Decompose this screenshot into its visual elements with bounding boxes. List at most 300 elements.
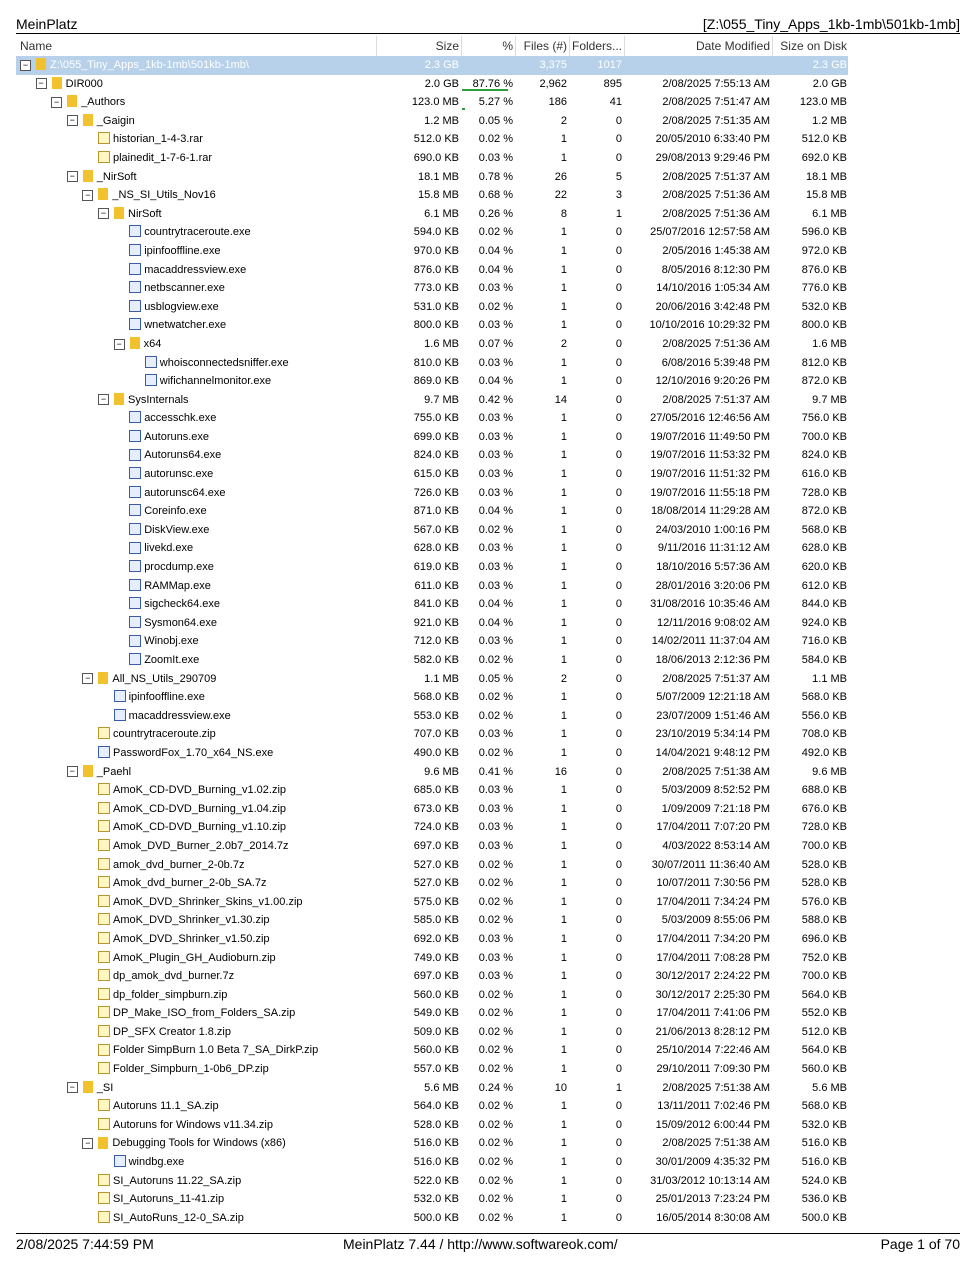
file-tree-table <box>16 56 848 1227</box>
file-row[interactable] <box>16 465 848 484</box>
row-date-modified: 25/07/2016 12:57:58 AM <box>650 226 770 239</box>
col-disk-header[interactable]: Size on Disk <box>780 39 847 53</box>
row-name <box>16 617 217 629</box>
row-percent: 0.42 % <box>478 393 513 406</box>
row-size: 611.0 KB <box>414 579 459 592</box>
folder-icon <box>83 170 93 182</box>
row-size: 9.7 MB <box>424 393 459 406</box>
col-date-header[interactable]: Date Modified <box>695 39 770 53</box>
application-icon <box>129 244 141 256</box>
application-icon <box>129 225 141 237</box>
row-percent: 0.03 % <box>478 486 513 499</box>
row-size-on-disk: 708.0 KB <box>801 728 847 741</box>
row-size: 619.0 KB <box>413 561 459 574</box>
file-row[interactable] <box>16 428 848 447</box>
row-name <box>16 635 199 647</box>
row-size-on-disk: 536.0 KB <box>801 1193 847 1206</box>
row-name <box>16 115 135 127</box>
row-name-text: countrytraceroute.zip <box>113 728 216 741</box>
row-size: 707.0 KB <box>413 728 459 741</box>
row-files: 2,962 <box>539 77 567 90</box>
folder-row[interactable] <box>16 112 848 131</box>
row-files: 26 <box>554 170 567 183</box>
row-name-text: Sysmon64.exe <box>144 616 217 629</box>
folder-row[interactable] <box>16 56 848 75</box>
file-row[interactable] <box>16 651 848 670</box>
row-size-on-disk: 2.0 GB <box>812 77 847 90</box>
folder-row[interactable] <box>16 75 848 94</box>
row-files: 1 <box>560 728 567 741</box>
folder-icon <box>67 95 77 107</box>
row-files: 1 <box>560 1174 567 1187</box>
row-name-text: Winobj.exe <box>144 635 199 648</box>
row-files: 1 <box>560 784 567 797</box>
folder-row[interactable] <box>16 205 848 224</box>
row-name <box>16 1156 184 1168</box>
percent-bar <box>462 89 508 91</box>
file-row[interactable] <box>16 261 848 280</box>
row-percent: 0.03 % <box>478 561 513 574</box>
row-files: 1 <box>560 468 567 481</box>
row-files: 1 <box>560 1156 567 1169</box>
row-date-modified: 18/06/2013 2:12:36 PM <box>655 654 770 666</box>
row-size-on-disk: 568.0 KB <box>801 691 847 704</box>
row-date-modified: 2/05/2016 1:45:38 AM <box>662 244 770 257</box>
collapse-toggle-icon[interactable]: − <box>67 766 78 777</box>
col-folders-header[interactable]: Folders... <box>571 39 622 53</box>
row-name <box>16 1137 286 1149</box>
application-icon <box>129 560 141 572</box>
row-size-on-disk: 516.0 KB <box>801 1137 847 1150</box>
application-icon <box>129 281 141 293</box>
row-size-on-disk: 564.0 KB <box>801 1044 847 1057</box>
row-name <box>16 1119 273 1131</box>
row-folders: 0 <box>615 430 622 443</box>
collapse-toggle-icon[interactable]: − <box>114 339 125 350</box>
folder-row[interactable] <box>16 186 848 205</box>
row-folders: 0 <box>615 914 622 927</box>
row-percent: 0.02 % <box>478 654 513 666</box>
file-row[interactable] <box>16 1153 848 1172</box>
application-icon <box>129 635 141 647</box>
row-date-modified: 16/05/2014 8:30:08 AM <box>656 1211 770 1224</box>
row-size-on-disk: 1.6 MB <box>812 337 847 350</box>
row-size-on-disk: 752.0 KB <box>801 951 847 964</box>
column-separator[interactable] <box>624 36 625 56</box>
row-date-modified: 18/08/2014 11:29:28 AM <box>650 505 770 518</box>
row-files: 1 <box>560 375 567 388</box>
row-size-on-disk: 620.0 KB <box>801 561 847 574</box>
row-name-text: Autoruns for Windows v11.34.zip <box>113 1118 273 1131</box>
file-row[interactable] <box>16 1209 848 1228</box>
row-size-on-disk: 700.0 KB <box>801 970 847 983</box>
row-percent: 0.03 % <box>478 319 513 332</box>
row-name-text: _Gaigin <box>96 114 135 127</box>
row-percent: 0.02 % <box>478 709 513 722</box>
file-row[interactable] <box>16 484 848 503</box>
row-size: 582.0 KB <box>413 654 459 666</box>
file-row[interactable] <box>16 372 848 391</box>
scan-path: [Z:\055_Tiny_Apps_1kb-1mb\501kb-1mb] <box>702 16 960 32</box>
collapse-toggle-icon[interactable]: − <box>20 60 31 71</box>
row-size-on-disk: 728.0 KB <box>801 486 847 499</box>
file-row[interactable] <box>16 539 848 558</box>
row-name <box>16 487 226 499</box>
row-size: 1.1 MB <box>424 672 459 685</box>
file-row[interactable] <box>16 242 848 261</box>
row-files: 10 <box>554 1081 567 1094</box>
row-name-text: _Authors <box>81 96 126 109</box>
row-folders: 0 <box>615 523 622 536</box>
row-name <box>16 319 226 331</box>
row-name <box>16 133 203 145</box>
application-icon <box>129 597 141 609</box>
file-row[interactable] <box>16 316 848 335</box>
row-date-modified: 17/04/2011 7:34:20 PM <box>656 932 770 945</box>
row-name-text: autorunsc.exe <box>144 468 214 481</box>
file-row[interactable] <box>16 874 848 893</box>
col-pct-header[interactable]: % <box>502 39 513 53</box>
application-icon <box>114 709 126 721</box>
file-row[interactable] <box>16 911 848 930</box>
row-date-modified: 12/10/2016 9:20:26 PM <box>655 375 770 388</box>
row-name-text: macaddressview.exe <box>144 263 247 276</box>
row-size-on-disk: 1.1 MB <box>812 672 847 685</box>
column-separator[interactable] <box>376 36 377 56</box>
folder-row[interactable] <box>16 1079 848 1098</box>
file-row[interactable] <box>16 502 848 521</box>
row-percent: 0.03 % <box>478 839 513 852</box>
row-size: 755.0 KB <box>413 412 459 425</box>
row-date-modified: 14/10/2016 1:05:34 AM <box>656 282 770 295</box>
file-row[interactable] <box>16 856 848 875</box>
row-size-on-disk: 528.0 KB <box>801 858 847 871</box>
file-row[interactable] <box>16 930 848 949</box>
row-size-on-disk: 500.0 KB <box>801 1211 847 1224</box>
folder-row[interactable] <box>16 763 848 782</box>
row-name-text: _NS_SI_Utils_Nov16 <box>112 189 216 202</box>
archive-file-icon <box>98 895 110 907</box>
row-files: 1 <box>560 1007 567 1020</box>
folder-row[interactable] <box>16 391 848 410</box>
file-row[interactable] <box>16 818 848 837</box>
row-name <box>16 96 125 108</box>
archive-file-icon <box>98 932 110 944</box>
row-size: 531.0 KB <box>413 300 459 313</box>
row-name <box>16 1212 244 1224</box>
row-name <box>16 226 251 238</box>
row-size: 516.0 KB <box>413 1156 459 1169</box>
file-row[interactable] <box>16 744 848 763</box>
folder-row[interactable] <box>16 93 848 112</box>
row-files: 1 <box>560 598 567 611</box>
file-row[interactable] <box>16 1097 848 1116</box>
file-row[interactable] <box>16 967 848 986</box>
row-files: 1 <box>560 691 567 704</box>
row-folders: 0 <box>615 375 622 388</box>
row-percent: 0.41 % <box>478 765 513 778</box>
file-row[interactable] <box>16 298 848 317</box>
row-folders: 41 <box>609 96 622 109</box>
row-name <box>16 710 231 722</box>
row-percent: 0.03 % <box>478 932 513 945</box>
collapse-toggle-icon[interactable]: − <box>67 115 78 126</box>
file-row[interactable] <box>16 1172 848 1191</box>
row-name-text: Folder SimpBurn 1.0 Beta 7_SA_DirkP.zip <box>113 1044 319 1057</box>
row-date-modified: 30/01/2009 4:35:32 PM <box>655 1156 770 1169</box>
file-row[interactable] <box>16 632 848 651</box>
collapse-toggle-icon[interactable]: − <box>82 673 93 684</box>
row-folders: 0 <box>615 579 622 592</box>
column-separator[interactable] <box>461 36 462 56</box>
report-header <box>16 14 960 34</box>
row-date-modified: 17/04/2011 7:34:24 PM <box>656 895 770 908</box>
row-size: 549.0 KB <box>413 1007 459 1020</box>
row-size-on-disk: 512.0 KB <box>801 133 847 146</box>
file-row[interactable] <box>16 558 848 577</box>
row-name-text: procdump.exe <box>144 561 214 574</box>
row-name-text: livekd.exe <box>144 542 194 555</box>
row-size-on-disk: 552.0 KB <box>801 1007 847 1020</box>
row-files: 3,375 <box>539 59 567 71</box>
collapse-toggle-icon[interactable]: − <box>98 394 109 405</box>
collapse-toggle-icon[interactable]: − <box>67 171 78 182</box>
row-percent: 0.05 % <box>478 672 513 685</box>
row-size: 567.0 KB <box>413 523 459 536</box>
row-percent: 0.02 % <box>478 746 513 759</box>
row-name-text: amok_dvd_burner_2-0b.7z <box>113 858 245 871</box>
application-icon <box>98 746 110 758</box>
row-date-modified: 23/07/2009 1:51:46 AM <box>656 709 770 722</box>
row-name-text: dp_folder_simpburn.zip <box>113 988 228 1001</box>
row-size: 1.2 MB <box>424 114 459 127</box>
file-row[interactable] <box>16 986 848 1005</box>
row-folders: 0 <box>615 1193 622 1206</box>
column-separator[interactable] <box>515 36 516 56</box>
row-folders: 0 <box>615 1007 622 1020</box>
row-percent: 0.03 % <box>478 579 513 592</box>
file-row[interactable] <box>16 595 848 614</box>
file-row[interactable] <box>16 1004 848 1023</box>
row-percent: 0.03 % <box>478 449 513 462</box>
archive-file-icon <box>98 969 110 981</box>
folder-icon <box>114 207 124 219</box>
collapse-toggle-icon[interactable]: − <box>51 97 62 108</box>
file-row[interactable] <box>16 725 848 744</box>
row-percent: 0.07 % <box>478 337 513 350</box>
row-folders: 0 <box>615 616 622 629</box>
row-name-text: PasswordFox_1.70_x64_NS.exe <box>113 746 274 759</box>
file-row[interactable] <box>16 223 848 242</box>
collapse-toggle-icon[interactable]: − <box>82 190 93 201</box>
row-percent: 0.03 % <box>478 970 513 983</box>
file-row[interactable] <box>16 688 848 707</box>
app-name: MeinPlatz <box>16 16 78 32</box>
row-size: 970.0 KB <box>413 244 459 257</box>
folder-icon <box>114 393 124 405</box>
file-row[interactable] <box>16 521 848 540</box>
file-row[interactable] <box>16 1190 848 1209</box>
row-name <box>16 580 211 592</box>
file-row[interactable] <box>16 149 848 168</box>
row-files: 1 <box>560 1211 567 1224</box>
row-name-text: ipinfooffline.exe <box>128 691 205 704</box>
row-files: 1 <box>560 412 567 425</box>
row-date-modified: 21/06/2013 8:28:12 PM <box>655 1025 770 1038</box>
row-size: 876.0 KB <box>413 263 459 276</box>
folder-row[interactable] <box>16 1134 848 1153</box>
archive-file-icon <box>98 858 110 870</box>
row-size-on-disk: 528.0 KB <box>801 877 847 890</box>
row-size: 594.0 KB <box>413 226 459 239</box>
collapse-toggle-icon[interactable]: − <box>36 78 47 89</box>
row-name-text: SI_Autoruns 11.22_SA.zip <box>113 1174 242 1187</box>
file-row[interactable] <box>16 800 848 819</box>
row-size-on-disk: 700.0 KB <box>801 430 847 443</box>
file-row[interactable] <box>16 614 848 633</box>
file-row[interactable] <box>16 781 848 800</box>
row-name <box>16 821 286 833</box>
application-icon <box>129 486 141 498</box>
row-date-modified: 19/07/2016 11:51:32 PM <box>650 468 770 481</box>
row-name <box>16 952 276 964</box>
row-size: 553.0 KB <box>413 709 459 722</box>
row-size: 9.6 MB <box>424 765 459 778</box>
collapse-toggle-icon[interactable]: − <box>82 1138 93 1149</box>
row-name <box>16 859 244 871</box>
row-size: 18.1 MB <box>418 170 459 183</box>
row-folders: 0 <box>615 1044 622 1057</box>
row-size: 522.0 KB <box>413 1174 459 1187</box>
row-name-text: plainedit_1-7-6-1.rar <box>113 151 213 164</box>
file-row[interactable] <box>16 837 848 856</box>
row-size-on-disk: 628.0 KB <box>801 542 847 555</box>
row-date-modified: 2/08/2025 7:51:38 AM <box>662 1137 770 1150</box>
column-separator[interactable] <box>569 36 570 56</box>
row-date-modified: 2/08/2025 7:51:36 AM <box>662 189 770 202</box>
application-icon <box>145 374 157 386</box>
file-row[interactable] <box>16 1041 848 1060</box>
collapse-toggle-icon[interactable]: − <box>67 1082 78 1093</box>
row-folders: 0 <box>615 1174 622 1187</box>
row-percent: 0.03 % <box>478 282 513 295</box>
file-row[interactable] <box>16 577 848 596</box>
row-percent: 0.02 % <box>478 877 513 890</box>
row-name <box>16 375 271 387</box>
row-date-modified: 17/04/2011 7:41:06 PM <box>656 1007 770 1020</box>
row-name <box>16 152 212 164</box>
row-date-modified: 19/07/2016 11:55:18 PM <box>650 486 770 499</box>
row-name-text: _NirSoft <box>96 170 137 183</box>
archive-file-icon <box>98 820 110 832</box>
archive-file-icon <box>98 1099 110 1111</box>
row-name <box>16 673 216 685</box>
row-files: 1 <box>560 1100 567 1113</box>
file-row[interactable] <box>16 130 848 149</box>
row-files: 1 <box>560 988 567 1001</box>
row-percent: 0.78 % <box>478 170 513 183</box>
row-percent: 0.02 % <box>478 988 513 1001</box>
archive-file-icon <box>98 727 110 739</box>
row-size: 527.0 KB <box>413 877 459 890</box>
archive-file-icon <box>98 1062 110 1074</box>
row-name-text: macaddressview.exe <box>128 709 231 722</box>
row-size: 810.0 KB <box>413 356 459 369</box>
folder-row[interactable] <box>16 168 848 187</box>
folder-row[interactable] <box>16 670 848 689</box>
file-row[interactable] <box>16 354 848 373</box>
row-name-text: RAMMap.exe <box>144 579 211 592</box>
row-percent: 0.02 % <box>478 1137 513 1150</box>
row-size-on-disk: 692.0 KB <box>801 151 847 164</box>
row-name-text: windbg.exe <box>128 1156 185 1169</box>
row-name-text: DIR000 <box>65 77 103 90</box>
row-date-modified: 23/10/2019 5:34:14 PM <box>655 728 770 741</box>
row-name <box>16 282 225 294</box>
file-row[interactable] <box>16 446 848 465</box>
row-percent: 0.02 % <box>478 895 513 908</box>
row-date-modified: 2/08/2025 7:51:47 AM <box>662 96 770 109</box>
file-row[interactable] <box>16 707 848 726</box>
application-icon <box>129 579 141 591</box>
file-row[interactable] <box>16 279 848 298</box>
file-row[interactable] <box>16 409 848 428</box>
row-files: 1 <box>560 932 567 945</box>
file-row[interactable] <box>16 1116 848 1135</box>
row-name <box>16 1044 318 1056</box>
row-date-modified: 2/08/2025 7:51:36 AM <box>662 337 770 350</box>
col-name-header[interactable]: Name <box>20 39 53 53</box>
row-files: 8 <box>560 207 567 220</box>
file-row[interactable] <box>16 893 848 912</box>
row-size: 692.0 KB <box>413 932 459 945</box>
file-row[interactable] <box>16 949 848 968</box>
archive-file-icon <box>98 151 110 163</box>
row-files: 1 <box>560 802 567 815</box>
row-size-on-disk: 2.3 GB <box>812 59 847 71</box>
row-files: 1 <box>560 263 567 276</box>
row-percent: 0.04 % <box>478 505 513 518</box>
folder-row[interactable] <box>16 335 848 354</box>
row-percent: 0.03 % <box>478 356 513 369</box>
file-row[interactable] <box>16 1060 848 1079</box>
row-date-modified: 19/07/2016 11:49:50 PM <box>650 430 770 443</box>
row-date-modified: 17/04/2011 7:07:20 PM <box>656 821 770 834</box>
row-name-text: Autoruns 11.1_SA.zip <box>113 1100 219 1113</box>
column-separator[interactable] <box>772 36 773 56</box>
row-name-text: AmoK_Plugin_GH_Audioburn.zip <box>113 951 276 964</box>
col-files-header[interactable]: Files (#) <box>523 39 567 53</box>
row-size-on-disk: 872.0 KB <box>801 375 847 388</box>
row-files: 1 <box>560 300 567 313</box>
row-name <box>16 357 289 369</box>
row-date-modified: 5/07/2009 12:21:18 AM <box>656 691 770 704</box>
row-percent: 0.04 % <box>478 375 513 388</box>
collapse-toggle-icon[interactable]: − <box>98 208 109 219</box>
row-percent: 0.03 % <box>478 412 513 425</box>
row-files: 2 <box>560 114 567 127</box>
row-size: 800.0 KB <box>413 319 459 332</box>
row-date-modified: 25/10/2014 7:22:46 AM <box>656 1044 770 1057</box>
row-name <box>16 654 199 666</box>
col-size-header[interactable]: Size <box>435 39 459 53</box>
row-name <box>16 933 270 945</box>
row-folders: 0 <box>615 561 622 574</box>
row-files: 1 <box>560 858 567 871</box>
file-row[interactable] <box>16 1023 848 1042</box>
archive-file-icon <box>98 783 110 795</box>
row-folders: 0 <box>615 356 622 369</box>
